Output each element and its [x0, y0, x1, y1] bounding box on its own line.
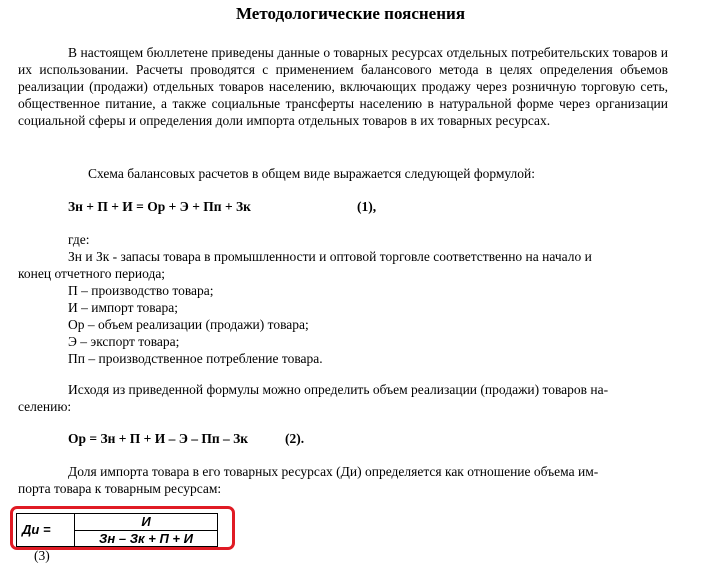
share-text-cont: порта товара к товарным ресурсам:: [18, 481, 222, 496]
scheme-text: Схема балансовых расчетов в общем виде выражается следующей формулой:: [88, 166, 536, 181]
definition-zn-zk: Зн и Зк - запасы товара в промышленности и оптовой торговле соответственно на начало и: [68, 249, 592, 264]
where-label: где:: [68, 232, 90, 247]
fraction-lhs: Ди =: [22, 522, 51, 537]
formula-1: Зн + П + И = Ор + Э + Пп + Зк: [68, 199, 251, 214]
formula-1-number: (1),: [357, 199, 377, 214]
formula-2-number: (2).: [285, 431, 305, 446]
fraction-denominator: Зн – Зк + П + И: [99, 531, 193, 546]
definition-or: Ор – объем реализации (продажи) товара;: [68, 317, 309, 332]
derive-text: Исходя из приведенной формулы можно определить объем реализации (продажи) товаров на-: [68, 382, 609, 397]
share-text: Доля импорта товара в его товарных ресурсах (Ди) определяется как отношение объема им-: [68, 464, 599, 479]
formula-2: Ор = Зн + П + И – Э – Пп – Зк: [68, 431, 249, 446]
fraction-numerator: И: [141, 514, 151, 529]
page-title: Методологические пояснения: [235, 4, 466, 23]
definition-e: Э – экспорт товара;: [68, 334, 180, 349]
definition-p: П – производство товара;: [68, 283, 214, 298]
formula-3-number: (3): [34, 548, 50, 563]
intro-paragraph: В настоящем бюллетене приведены данные о товарных ресурсах отдельных потребительских товаров и их использовании. Расчеты проводятся с применением балансового метода в целях определения объемов реализации (продажи) отдельных товаров населению, включающих продажу через розничную торговую сеть, общественное питание, а также социальные трансферты населению в натуральной форме через организации социальной сферы и определения доли импорта отдельных товаров в их товарных ресурсах.: [18, 45, 668, 128]
definition-zn-zk-cont: конец отчетного периода;: [18, 266, 166, 281]
definition-pp: Пп – производственное потребление товара.: [68, 351, 323, 366]
derive-text-cont: селению:: [18, 399, 72, 414]
definition-i: И – импорт товара;: [68, 300, 178, 315]
highlight-box: [10, 506, 235, 550]
